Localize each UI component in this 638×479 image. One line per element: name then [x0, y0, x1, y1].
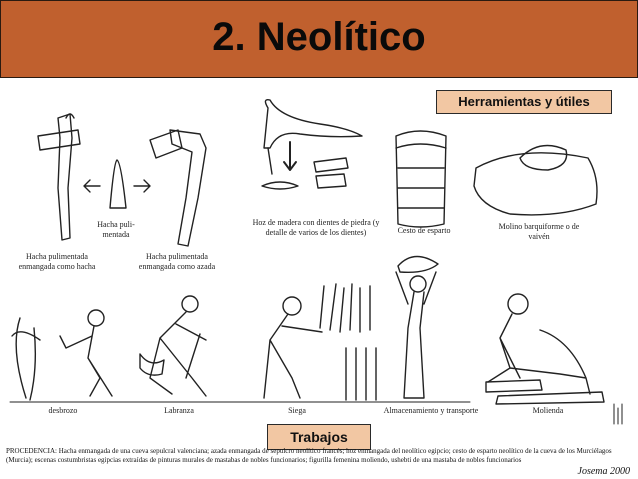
- caption-basket: Cesto de esparto: [397, 226, 451, 235]
- caption-tilling: Labranza: [164, 406, 194, 415]
- basket-illustration: [396, 131, 446, 227]
- caption-clearing: desbrozo: [48, 406, 78, 415]
- millstone-illustration: [474, 146, 597, 215]
- caption-sickle: Hoz de madera con dientes de piedra (y detalle de varios de los dientes): [252, 218, 380, 237]
- hafted-hoe-illustration: [150, 130, 206, 246]
- source-footnote: PROCEDENCIA: Hacha enmangada de una cueva sepulcral valenciana; azada enmangada de sepulcro neolítico francés; hoz enmangada del neolítico egipcio; cesto de esparto neolítico de la cueva de los Murciélagos (Murcia); escenas costumbristas egipcias extraídas de pinturas murales de mastabas de nobles funcionarios; figurilla femenina moliendo, ushebti de una mastaba de nobles funcionarios: [6, 447, 612, 464]
- storage-figure: [396, 256, 438, 398]
- clearing-figure: [12, 310, 112, 400]
- hafted-axe-illustration: [38, 114, 80, 240]
- slide-title: 2. Neolítico: [212, 15, 426, 59]
- tools-label: Herramientas y útiles: [436, 90, 612, 114]
- sickle-illustration: [262, 100, 362, 189]
- harvest-figure: [264, 284, 376, 400]
- works-label: Trabajos: [267, 424, 371, 450]
- title-bar: [0, 0, 638, 78]
- tilling-figure: [140, 296, 206, 396]
- polished-axe-icon: [110, 160, 126, 208]
- caption-grinding: Molienda: [532, 406, 564, 415]
- caption-harvest: Siega: [288, 406, 306, 415]
- caption-polished-axe: Hacha puli- mentada: [97, 220, 135, 239]
- author-signature: Josema 2000: [577, 466, 630, 477]
- right-arrow-icon: [134, 180, 150, 192]
- caption-axe-hoe: Hacha pulimentada enmangada como azada: [138, 252, 216, 271]
- grinding-figure: [486, 294, 590, 394]
- caption-millstone: Molino barquiforme o de vaivén: [498, 222, 580, 241]
- caption-storage: Almacenamiento y transporte: [383, 406, 479, 415]
- left-arrow-icon: [84, 180, 100, 192]
- caption-axe-hafted: Hacha pulimentada enmangada como hacha: [18, 252, 96, 271]
